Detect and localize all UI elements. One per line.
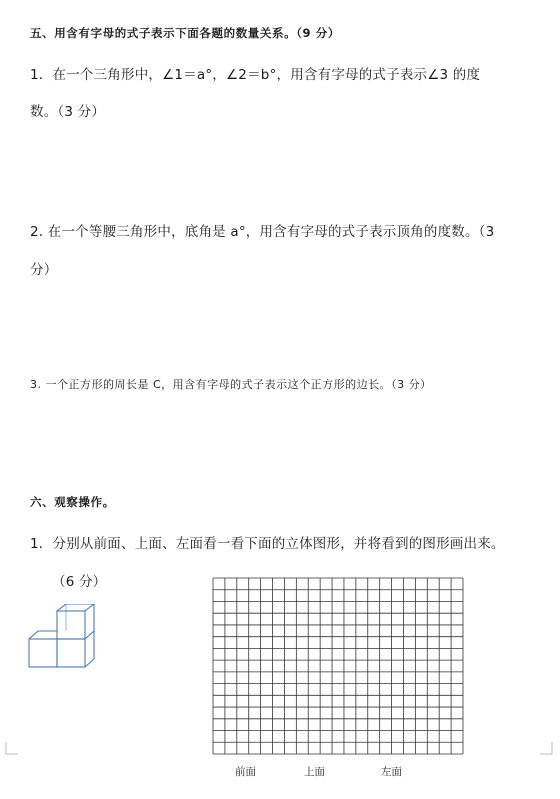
question-1-line-2: 数。（3 分） <box>30 104 106 120</box>
question-3: 3. 一个正方形的周长是 C，用含有字母的式子表示这个正方形的边长。（3 分） <box>30 378 432 391</box>
cube-figure <box>28 604 100 672</box>
corner-mark-right <box>540 742 554 756</box>
view-label-left: 左面 <box>381 766 402 778</box>
corner-mark-left <box>4 742 18 756</box>
grid-lines <box>213 578 463 754</box>
section-5-title: 五、用含有字母的式子表示下面各题的数量关系。（9 分） <box>30 26 340 40</box>
view-label-top: 上面 <box>304 766 325 778</box>
question-1-line-1: 1．在一个三角形中，∠1＝a°，∠2＝b°，用含有字母的式子表示∠3 的度 <box>30 67 481 83</box>
observation-question-1: 1．分别从前面、上面、左面看一看下面的立体图形，并将看到的图形画出来。 <box>30 536 505 552</box>
section-6-title: 六、观察操作。 <box>30 495 115 509</box>
drawing-grid[interactable] <box>212 577 464 755</box>
view-label-front: 前面 <box>235 766 256 778</box>
observation-question-points: （6 分） <box>52 574 107 590</box>
cube-figure-lines <box>29 604 94 667</box>
question-2-line-2: 分） <box>30 262 58 278</box>
question-2-line-1: 2. 在一个等腰三角形中，底角是 a°，用含有字母的式子表示顶角的度数。（3 <box>30 224 495 240</box>
